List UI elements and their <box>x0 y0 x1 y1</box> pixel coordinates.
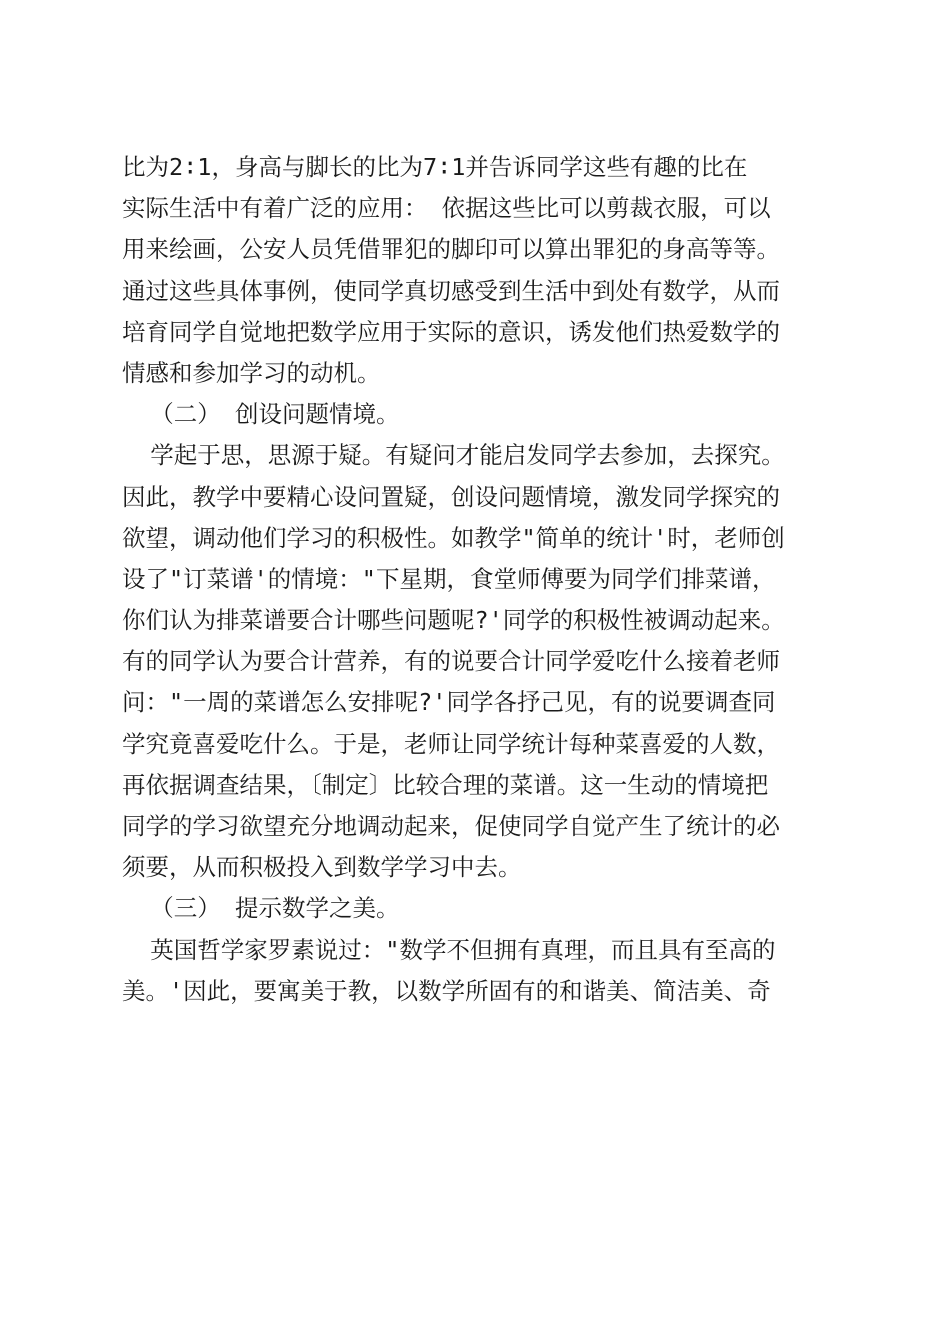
text-line: 学起于思，思源于疑。有疑问才能启发同学去参加，去探究。 <box>122 441 785 470</box>
text-line: 因此，教学中要精心设问置疑，创设问题情境，激发同学探究的 <box>122 482 780 511</box>
text-line: 问："一周的菜谱怎么安排呢?'同学各抒己见，有的说要调查同 <box>122 688 776 717</box>
text-line: 用来绘画，公安人员凭借罪犯的脚印可以算出罪犯的身高等等。 <box>122 235 780 264</box>
text-line: 须要，从而积极投入到数学学习中去。 <box>122 853 522 882</box>
text-line: 美。'因此，要寓美于教，以数学所固有的和谐美、简洁美、奇 <box>122 976 771 1005</box>
text-line: 通过这些具体事例，使同学真切感受到生活中到处有数学，从而 <box>122 276 780 305</box>
text-line: 学究竟喜爱吃什么。于是，老师让同学统计每种菜喜爱的人数， <box>122 729 780 758</box>
text-line: 情感和参加学习的动机。 <box>122 358 381 387</box>
text-line: 实际生活中有着广泛的应用： 依据这些比可以剪裁衣服，可以 <box>122 194 771 223</box>
text-line: 培育同学自觉地把数学应用于实际的意识，诱发他们热爱数学的 <box>122 317 780 346</box>
text-line: 欲望，调动他们学习的积极性。如教学"简单的统计'时，老师创 <box>122 523 785 552</box>
text-line: 同学的学习欲望充分地调动起来，促使同学自觉产生了统计的必 <box>122 812 780 840</box>
section-heading-3: （三） 提示数学之美。 <box>122 894 400 923</box>
text-line: 比为2∶1，身高与脚长的比为7∶1并告诉同学这些有趣的比在 <box>122 153 748 181</box>
body-text <box>122 147 842 1012</box>
text-line: 再依据调查结果，〔制定〕比较合理的菜谱。这一生动的情境把 <box>122 770 769 799</box>
text-line: 英国哲学家罗素说过："数学不但拥有真理，而且具有至高的 <box>122 935 776 964</box>
text-line: 有的同学认为要合计营养，有的说要合计同学爱吃什么接着老师 <box>122 647 780 676</box>
text-line: 你们认为排菜谱要合计哪些问题呢?'同学的积极性被调动起来。 <box>122 606 785 635</box>
text-line: 设了"订菜谱'的情境："下星期，食堂师傅要为同学们排菜谱， <box>122 564 776 593</box>
section-heading-2: （二） 创设问题情境。 <box>122 400 400 429</box>
